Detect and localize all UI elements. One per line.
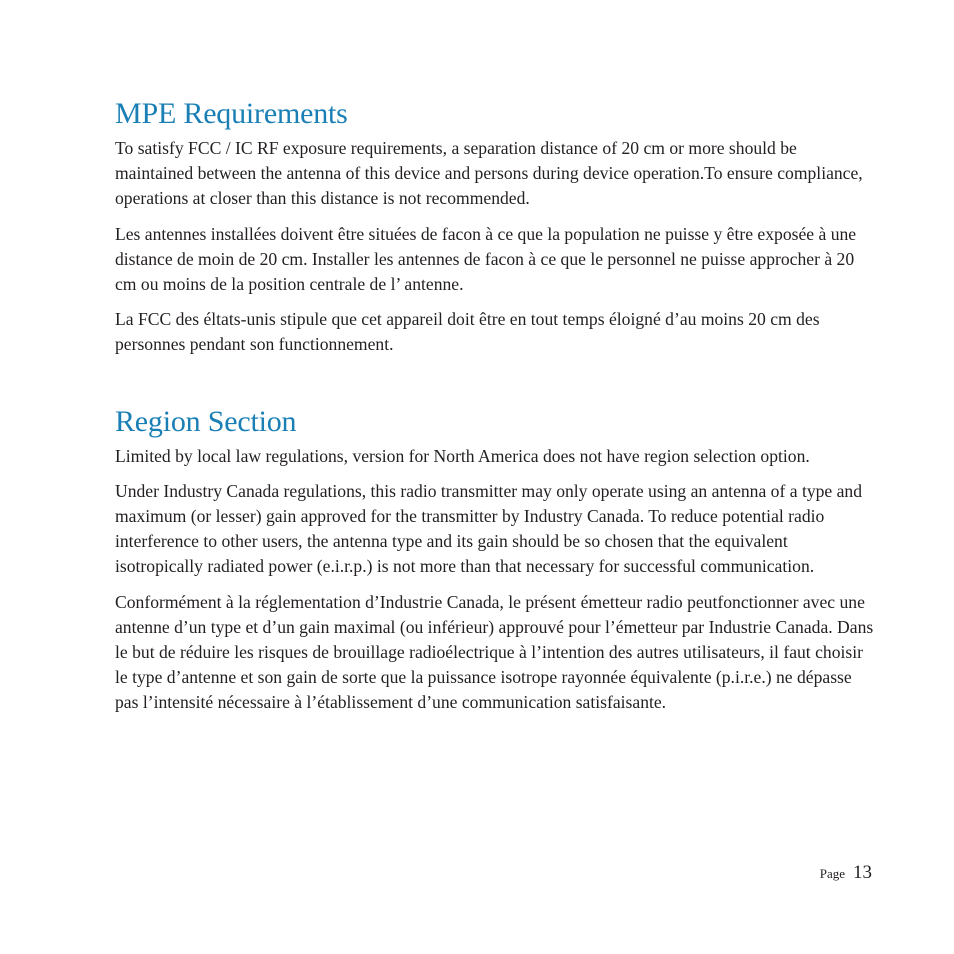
mpe-paragraph-french-fcc: La FCC des éltats-unis stipule que cet appareil doit être en tout temps éloigné d’au moins 20 cm des personnes pendant son functionnement. [115, 309, 820, 355]
region-paragraph-industry-canada: Under Industry Canada regulations, this radio transmitter may only operate using an antenna of a type and maximum (or lesser) gain approved for the transmitter by Industry Canada. To reduce potential radio interference to other users, the antenna type and its gain should be so chosen that the equivalent isotropically radiated power (e.i.r.p.) is not more than that necessary for successful communication. [115, 480, 863, 577]
page-number: 13 [853, 862, 872, 883]
mpe-requirements-section [115, 96, 875, 358]
section-spacer [115, 368, 875, 404]
region-paragraph-french: Conformément à la réglementation d’Industrie Canada, le présent émetteur radio peutfonctionner avec une antenne d’un type et d’un gain maximal (ou inférieur) approuvé pour l’émetteur par Industrie Canada. Dans le but de réduire les risques de brouillage radioélectrique à l’intention des autres utilisateurs, il faut choisir le type d’antenne et son gain de sorte que la puissance isotrope rayonnée équivalente (p.i.r.e.) ne dépasse pas l’intensité nécessaire à l’établissement d’une communication satisfaisante. [115, 591, 874, 713]
mpe-paragraph-english: To satisfy FCC / IC RF exposure requirements, a separation distance of 20 cm or more should be maintained between the antenna of this device and persons during device operation.To ensure compliance, operations at closer than this distance is not recommended. [115, 138, 863, 209]
page-footer [820, 862, 872, 884]
page-label: Page [819, 866, 845, 881]
region-section [115, 404, 875, 716]
page-content [115, 96, 875, 726]
region-paragraph-limited: Limited by local law regulations, version for North America does not have region selection option. [115, 445, 810, 466]
mpe-paragraph-french-installation: Les antennes installées doivent être situées de facon à ce que la population ne puisse y être exposée à une distance de moin de 20 cm. Installer les antennes de facon à ce que le personnel ne puisse approcher à 20 cm ou moins de la position centrale de l’ antenne. [115, 223, 857, 295]
region-section-heading: Region Section [115, 404, 297, 438]
mpe-requirements-heading: MPE Requirements [115, 97, 348, 130]
